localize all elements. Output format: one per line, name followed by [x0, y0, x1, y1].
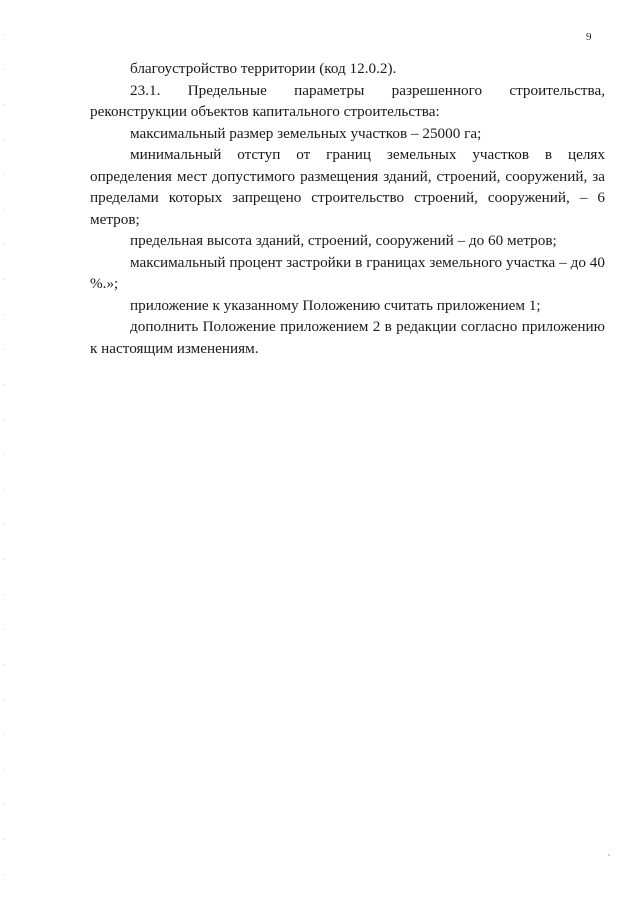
- paragraph-max-plot-size: максимальный размер земельных участков – 25000 га;: [130, 124, 482, 142]
- paragraph-landscaping: благоустройство территории (код 12.0.2).: [130, 60, 397, 77]
- paragraph-max-coverage: максимальный процент застройки в границах земельного участка – до 40 %.»;: [90, 253, 605, 292]
- page-number: 9: [586, 31, 592, 43]
- paragraph-limit-parameters: 23.1. Предельные параметры разрешенного строительства, реконструкции объектов капитального строительства:: [90, 81, 605, 120]
- scan-edge-artifact: [3, 0, 5, 903]
- paragraph-max-height: предельная высота зданий, строений, сооружений – до 60 метров;: [130, 232, 557, 249]
- paragraph-appendix-2: дополнить Положение приложением 2 в редакции согласно приложению к настоящим изменениям.: [90, 318, 605, 357]
- paragraph-appendix-1: приложение к указанному Положению считать приложением 1;: [130, 296, 541, 314]
- scan-speck: [608, 854, 610, 856]
- document-body: [90, 58, 605, 359]
- paragraph-min-setback: минимальный отступ от границ земельных участков в целях определения мест допустимого размещения зданий, строений, сооружений, за пределами которых запрещено строительство строений, сооружений, – 6 метров;: [90, 146, 605, 228]
